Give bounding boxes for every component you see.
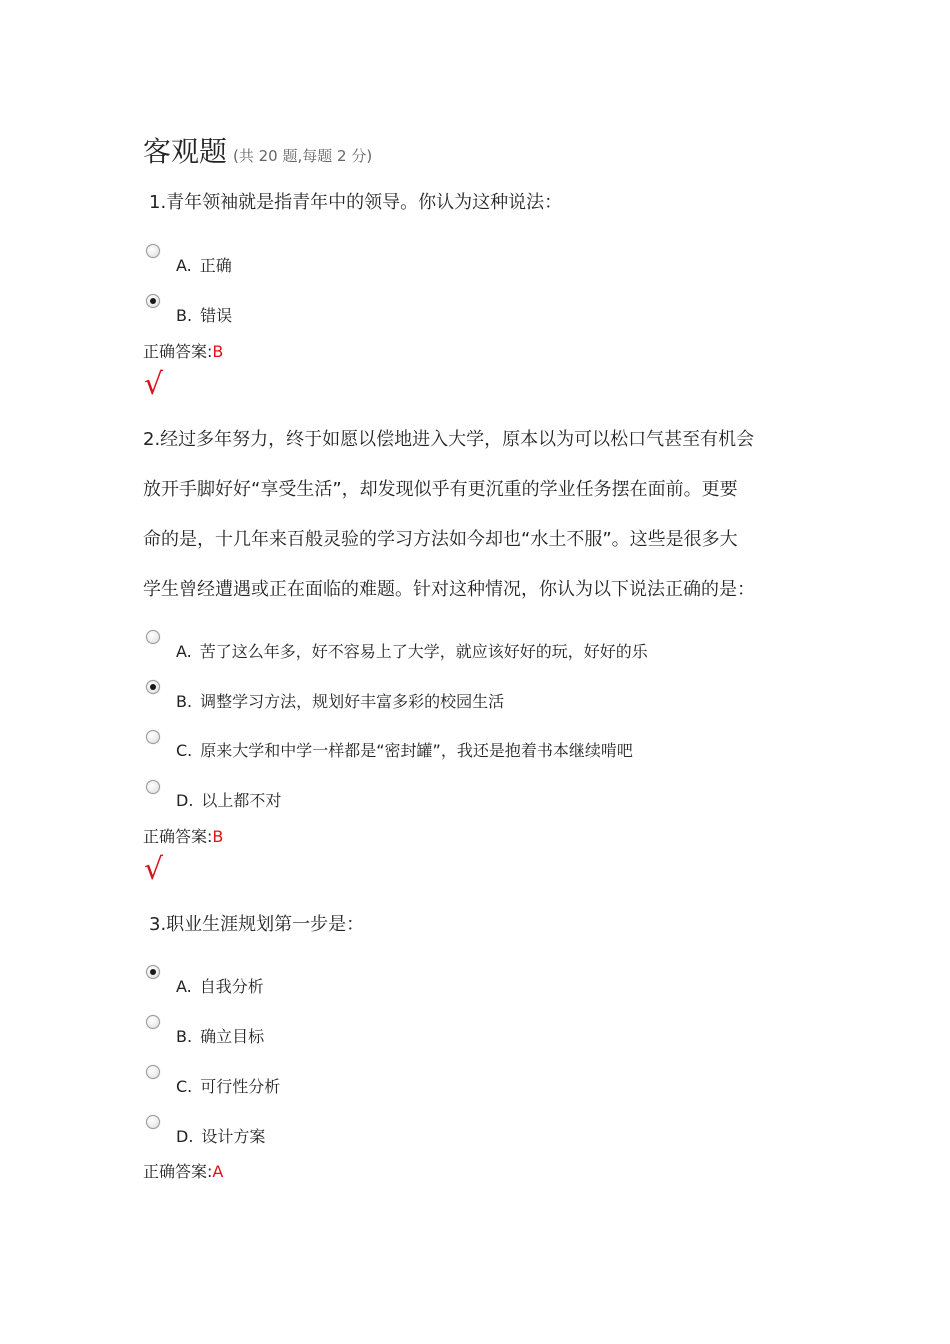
option-text: 设计方案 [201, 1127, 266, 1146]
radio-q1-a[interactable] [146, 244, 160, 258]
option-text: 原来大学和中学一样都是“密封罐”，我还是抱着书本继续啃吧 [200, 741, 633, 760]
option-text: 自我分析 [199, 977, 264, 996]
option-q3-a[interactable] [176, 974, 264, 997]
correct-answer-q1 [143, 339, 223, 362]
correct-answer-value: B [212, 827, 224, 846]
option-q3-b[interactable] [176, 1024, 264, 1047]
option-letter: D. [176, 1127, 194, 1146]
option-letter: B. [176, 1027, 193, 1046]
option-text: 确立目标 [200, 1027, 265, 1046]
correct-answer-label: 正确答案: [143, 1162, 213, 1181]
option-text: 苦了这么年多，好不容易上了大学，就应该好好的玩，好好的乐 [199, 642, 648, 661]
correct-answer-value: B [212, 342, 224, 361]
option-letter: A. [176, 977, 192, 996]
correct-answer-q3 [143, 1159, 223, 1182]
option-letter: D. [176, 791, 194, 810]
correct-check-icon: √ [144, 852, 164, 887]
question-3-text: 3.职业生涯规划第一步是： [149, 914, 365, 935]
question-2-line-3: 命的是，十几年来百般灵验的学习方法如今却也“水土不服”。这些是很多大 [143, 529, 738, 550]
question-2-line-1: 2.经过多年努力，终于如愿以偿地进入大学，原本以为可以松口气甚至有机会 [143, 429, 755, 450]
correct-answer-label: 正确答案: [143, 342, 213, 361]
radio-q3-a[interactable] [146, 965, 160, 979]
option-text: 正确 [199, 256, 232, 275]
question-2-line-2: 放开手脚好好“享受生活”，却发现似乎有更沉重的学业任务摆在面前。更要 [143, 479, 738, 500]
option-text: 可行性分析 [200, 1077, 281, 1096]
option-q1-a[interactable] [176, 253, 232, 276]
radio-q3-c[interactable] [146, 1065, 160, 1079]
radio-q3-d[interactable] [146, 1115, 160, 1129]
radio-q2-b[interactable] [146, 680, 160, 694]
correct-answer-value: A [212, 1162, 224, 1181]
option-text: 错误 [200, 306, 233, 325]
option-text: 以上都不对 [201, 791, 282, 810]
option-q2-b[interactable] [176, 689, 504, 712]
option-letter: A. [176, 642, 192, 661]
radio-q2-c[interactable] [146, 730, 160, 744]
option-letter: B. [176, 306, 193, 325]
option-letter: C. [176, 741, 193, 760]
correct-check-icon: √ [144, 367, 164, 402]
option-q2-d[interactable] [176, 788, 281, 811]
correct-answer-label: 正确答案: [143, 827, 213, 846]
option-text: 调整学习方法，规划好丰富多彩的校园生活 [200, 692, 505, 711]
section-title [143, 130, 372, 170]
option-letter: B. [176, 692, 193, 711]
radio-q3-b[interactable] [146, 1015, 160, 1029]
question-2-line-4: 学生曾经遭遇或正在面临的难题。针对这种情况，你认为以下说法正确的是： [143, 579, 755, 600]
section-subtitle: (共 20 题,每题 2 分) [233, 147, 373, 165]
option-q2-a[interactable] [176, 639, 648, 662]
radio-q2-a[interactable] [146, 630, 160, 644]
question-1-text: 1.青年领袖就是指青年中的领导。你认为这种说法： [149, 192, 563, 213]
option-letter: C. [176, 1077, 193, 1096]
option-q1-b[interactable] [176, 303, 232, 326]
option-q2-c[interactable] [176, 738, 633, 761]
option-q3-d[interactable] [176, 1124, 265, 1147]
section-title-text: 客观题 [143, 135, 228, 168]
option-q3-c[interactable] [176, 1074, 280, 1097]
radio-q2-d[interactable] [146, 780, 160, 794]
correct-answer-q2 [143, 824, 223, 847]
radio-q1-b[interactable] [146, 294, 160, 308]
option-letter: A. [176, 256, 192, 275]
